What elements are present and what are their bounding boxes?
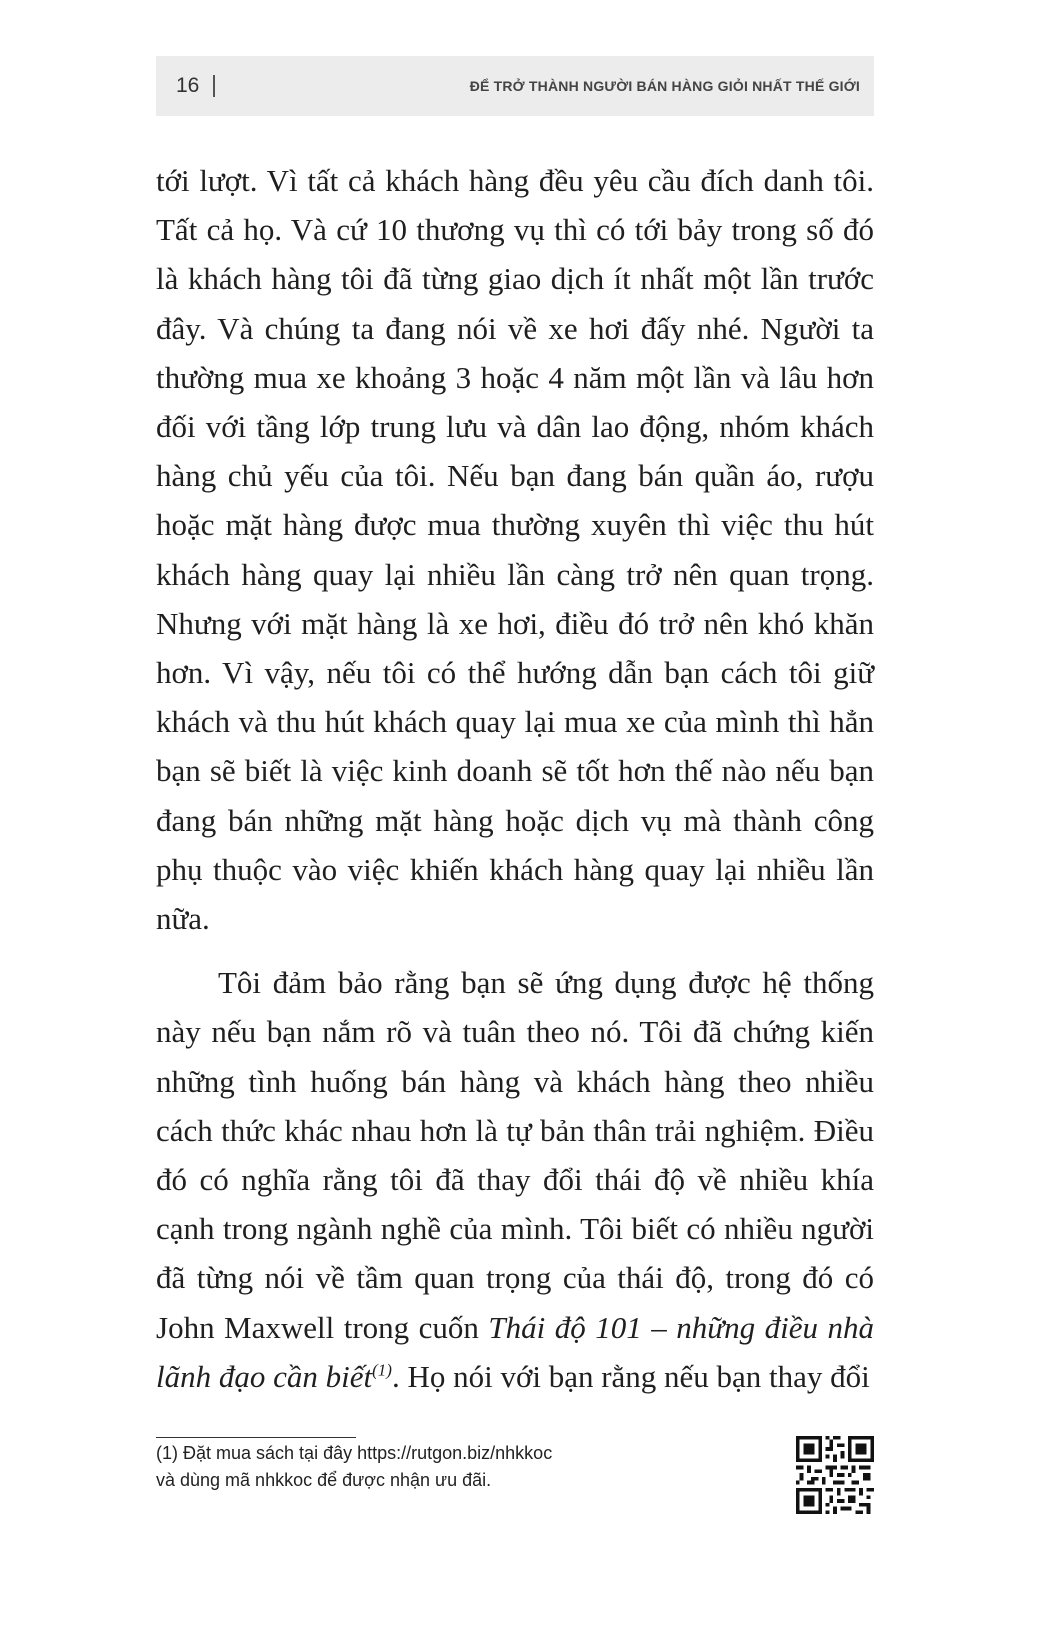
paragraph-2-end: . Họ nói với bạn rằng nếu bạn thay đổi [391,1358,870,1394]
footnote-divider [156,1437,356,1438]
paragraph-1: tới lượt. Vì tất cả khách hàng đều yêu cầu đích danh tôi. Tất cả họ. Và cứ 10 thương vụ thì có tới bảy trong số đó là khách hàng tôi đã từng giao dịch ít nhất một lần trước đây. Và chúng ta đang nói về xe hơi đấy nhé. Người ta thường mua xe khoảng 3 hoặc 4 năm một lần và lâu hơn đối với tầng lớp trung lưu và dân lao động, nhóm khách hàng chủ yếu của tôi. Nếu bạn đang bán quần áo, rượu hoặc mặt hàng được mua thường xuyên thì việc thu hút khách hàng quay lại nhiều lần càng trở nên quan trọng. Nhưng với mặt hàng là xe hơi, điều đó trở nên khó khăn hơn. Vì vậy, nếu tôi có thể hướng dẫn bạn cách tôi giữ khách và thu hút khách quay lại mua xe của mình thì hẳn bạn sẽ biết là việc kinh doanh sẽ tốt hơn thế nào nếu bạn đang bán những mặt hàng hoặc dịch vụ mà thành công phụ thuộc vào việc khiến khách hàng quay lại nhiều lần nữa. [156,163,874,937]
footnote-line-1: (1) Đặt mua sách tại đây https://rutgon.biz/nhkkoc [156,1443,553,1463]
footnote-line-2: và dùng mã nhkkoc để được nhận ưu đãi. [156,1470,492,1490]
main-text [156,156,874,1401]
qr-code-icon[interactable] [796,1436,874,1514]
header-separator [213,75,215,97]
running-header [156,56,874,116]
page-number: 16 [176,74,200,97]
page-number-group [176,74,215,98]
book-title: Thái độ 101 – những điều nhà lãnh đạo cần biết [156,1309,874,1394]
paragraph-2 [156,958,874,1401]
footnote [156,1440,676,1494]
footnote-reference[interactable]: (1) [372,1360,392,1380]
paragraph-2-start: Tôi đảm bảo rằng bạn sẽ ứng dụng được hệ thống này nếu bạn nắm rõ và tuân theo nó. Tôi đã chứng kiến những tình huống bán hàng và khách hàng theo nhiều cách thức khác nhau hơn là tự bản thân trải nghiệm. Điều đó có nghĩa rằng tôi đã thay đổi thái độ về nhiều khía cạnh trong ngành nghề của mình. Tôi biết có nhiều người đã từng nói về tầm quan trọng của thái độ, trong đó có John Maxwell trong cuốn [156,965,874,1345]
running-title: ĐỂ TRỞ THÀNH NGƯỜI BÁN HÀNG GIỎI NHẤT THẾ GIỚI [469,78,860,94]
